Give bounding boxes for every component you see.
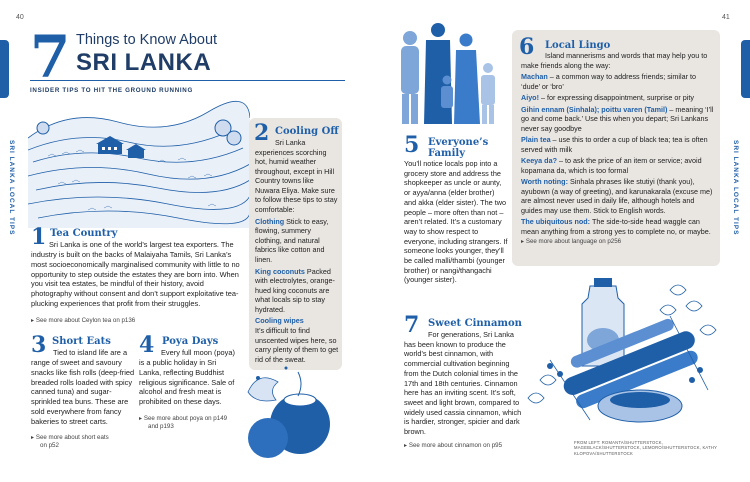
tip-3-title: Short Eats (52, 336, 111, 347)
lingo-term-gihin-ennam: Gihin ennam (Sinhala); poittu varen (Tamil) (521, 104, 668, 114)
tip-2-title: Cooling Off (275, 126, 339, 137)
page-number-left: 40 (16, 14, 24, 21)
lingo-term-nod: The ubiquitous nod: (521, 217, 591, 226)
tip-3-number: 3 (31, 332, 47, 358)
tip-3-more-page[interactable]: on p52 (40, 442, 59, 449)
tip-1-body: Sri Lanka is one of the world’s largest tea exporters. The industry is built on the backs of Malaiyaha Tamils, Sri Lanka’s most socioeconomically marginalised community with little to no opportunity to step outside the estates they are born into. When you visit tea estates, be mindful of their history, avoid photography without consent and don’t support exploitative tea-plucking experiences that profit from their struggles. (31, 240, 240, 309)
tip-6-more-link[interactable]: ▸ See more about language on p256 (521, 238, 622, 245)
lingo-def-nod: The side-to-side head waggle can mean anything from a strong yes to complete no, or maybe. (521, 217, 711, 236)
coconut-illustration (238, 352, 338, 462)
page-number-right: 41 (722, 14, 730, 21)
tip-2-body (255, 138, 339, 364)
tip-6-intro: Island mannerisms and words that may help you to make friends along the way: (521, 51, 708, 70)
tip-2-text-wipes: It’s difficult to find unscented wipes here, so carry plenty of them to get rid of the sweat. (255, 325, 339, 364)
page-title: SRI LANKA (76, 49, 212, 76)
tip-5-body: You’ll notice locals pop into a grocery store and address the shopkeeper as uncle or aunty, or ayya/anna (elder brother) and akka (elder sister). The two people – more often than not – aren’t related. It’s a customary way to show respect to everyone, including strangers. If someone looks younger, they’ll be called malli/thambi (younger brother) or nangi/thangachi (younger sister). (404, 159, 508, 285)
tip-7-body: For generations, Sri Lanka has been known to produce the world’s best cinnamon, with commercial cultivation beginning from the Dutch colonial times in the 17th and 18th centuries. Cinnamon here has an inviting scent. It’s soft, sweet and light brown, compared to widely used cassia cinnamon, which is hardier, stronger, spicier and dark brown. (404, 330, 522, 437)
tip-6-title: Local Lingo (545, 40, 611, 51)
tip-2-keyword-wipes: Cooling wipes (255, 316, 304, 326)
side-label-right: SRI LANKA LOCAL TIPS (732, 140, 739, 236)
lingo-term-keeya-da: Keeya da? (521, 156, 557, 165)
tip-3-more-link[interactable]: ▸ See more about short eats (31, 434, 109, 441)
lingo-def-gihin-ennam: – meaning ‘I’ll go and come back.’ Use this when you depart; Sri Lankans never say goodbye (521, 104, 714, 133)
lingo-def-keeya-da: – to ask the price of an item or service; avoid kopamana da, which is too formal (521, 156, 702, 175)
header-rule (30, 80, 345, 81)
photo-credits: FROM LEFT: ROMANTA/SHUTTERSTOCK, MAGEBLACK/SHUTTERSTOCK, LEMORO/SHUTTERSTOCK, KATHY KLOPOVA/SHUTTERSTOCK (574, 440, 718, 456)
tip-5-number: 5 (404, 132, 420, 158)
tip-2-intro: Sri Lanka experiences scorching hot, humid weather throughout, except in Hill Country towns like Nuwara Eliya. Make sure to follow these tips to stay comfortable: (255, 138, 338, 215)
lingo-term-machan: Machan (521, 72, 548, 81)
lingo-term-worth-noting: Worth noting: (521, 177, 568, 186)
tip-4-more-link[interactable]: ▸ See more about poya on p149 (139, 415, 228, 422)
tip-1-number: 1 (31, 224, 47, 250)
tea-plantation-illustration (28, 98, 250, 228)
tip-1-more-link[interactable]: ▸ See more about Ceylon tea on p136 (31, 317, 136, 324)
header-line1: Things to Know About (76, 32, 218, 48)
tip-4-more-page[interactable]: and p193 (148, 423, 174, 430)
lingo-term-aiyo: Aiyo! (521, 93, 539, 102)
tip-1-title: Tea Country (50, 228, 118, 239)
tip-2-keyword-coconuts: King coconuts (255, 266, 305, 276)
tip-3-body: Tied to island life are a range of sweet and savoury snacks like fish rolls (deep-fried breaded rolls loaded with spicy canned tuna) and sugar-sprinkled tea buns. These are sold everywhere from fancy bakeries to street carts. (31, 348, 135, 426)
tip-2-text-coconuts: Packed with electrolytes, orange-hued king coconuts are what locals sip to stay hydrated. (255, 266, 335, 314)
tip-2-keyword-clothing: Clothing (255, 216, 285, 226)
header-number: 7 (30, 23, 71, 91)
side-tab-right (741, 40, 750, 98)
tip-2-text-clothing: Stick to easy, flowing, summery clothing, and natural fabrics like cotton and linen. (255, 216, 329, 264)
cinnamon-illustration (520, 270, 725, 438)
tip-7-more-link[interactable]: ▸ See more about cinnamon on p95 (404, 442, 503, 449)
side-label-left: SRI LANKA LOCAL TIPS (8, 140, 15, 236)
tip-4-title: Poya Days (162, 336, 219, 347)
side-tab-left (0, 40, 9, 98)
tip-5-title: Everyone’s Family (428, 137, 489, 159)
lingo-def-aiyo: – for expressing disappointment, surprise or pity (538, 93, 694, 102)
tip-7-title: Sweet Cinnamon (428, 318, 522, 329)
lingo-term-plain-tea: Plain tea (521, 135, 551, 144)
tip-2-number: 2 (254, 120, 270, 146)
lingo-def-plain-tea: – use this to order a cup of black tea; tea is often served with milk (521, 135, 708, 154)
tip-6-body (521, 51, 714, 246)
tip-7-number: 7 (404, 312, 420, 338)
header-subtitle: INSIDER TIPS TO HIT THE GROUND RUNNING (30, 87, 193, 94)
tip-6-number: 6 (519, 34, 535, 60)
tip-4-number: 4 (139, 332, 155, 358)
family-illustration (392, 18, 504, 130)
lingo-def-machan: – a common way to address friends; similar to ‘dude’ or ‘bro’ (521, 72, 696, 91)
tip-4-body: Every full moon (poya) is a public holiday in Sri Lanka, reflecting Buddhist religious significance. Sale of alcohol and fresh meat is prohibited on these days. (139, 348, 235, 407)
lingo-def-worth-noting: Sinhala phrases like stutiyi (thank you), ayubown (a way of greeting), and karunakarala (excuse me) are almost never used in daily life, although hotels and guides may use them. Stick to English words. (521, 177, 713, 215)
